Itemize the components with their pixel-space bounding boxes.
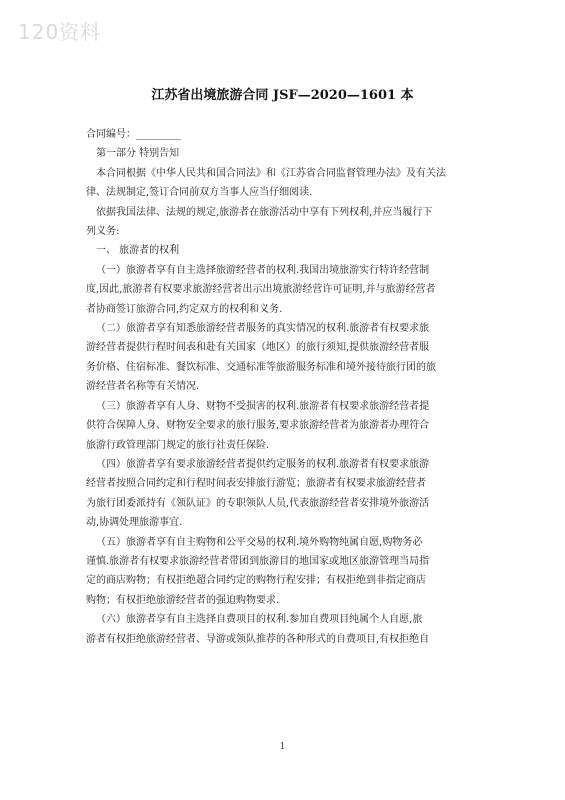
text-line: （六）旅游者享有自主选择自费项目的权利.参加自费项目纯属个人自愿,旅	[96, 614, 423, 626]
text-line: 谨慎.旅游者有权要求旅游经营者带团到旅游目的地国家或地区旅游管理当局指	[86, 555, 430, 567]
text-line: 一、 旅游者的权利	[96, 245, 180, 257]
text-line: （五）旅游者享有自主购物和公平交易的权利.境外购物纯属自愿,购物务必	[96, 536, 423, 548]
document-title: 江苏省出境旅游合同 JSF—2020—1601 本	[151, 88, 414, 103]
text-line: 者协商签订旅游合同,约定双方的权利和义务.	[86, 303, 283, 315]
text-line: （四）旅游者享有要求旅游经营者提供约定服务的权利.旅游者有权要求旅游	[96, 458, 430, 470]
text-line: 经营者按照合同约定和行程时间表安排旅行游览；旅游者有权要求旅游经营者	[86, 478, 426, 490]
text-line: （三）旅游者享有人身、财物不受损害的权利.旅游者有权要求旅游经营者提	[96, 400, 430, 412]
text-line: 游者有权拒绝旅游经营者、导游或领队推荐的各种形式的自费项目,有权拒绝自	[86, 633, 430, 645]
section-heading: 第一部分 特别告知	[96, 148, 180, 160]
paragraph-lines	[86, 164, 488, 649]
text-line: 动,协调处理旅游事宜.	[86, 517, 183, 529]
text-line: 供符合保障人身、财物安全要求的旅行服务,要求旅游经营者为旅游者办理符合	[86, 420, 430, 432]
text-line: 务价格、住宿标准、餐饮标准、交通标准等旅游服务标准和境外接待旅行团的旅	[86, 361, 436, 373]
watermark-logo: 120资料	[18, 20, 102, 44]
text-line: 游经营者提供行程时间表和赴有关国家（地区）的旅行须知,提供旅游经营者服	[86, 342, 430, 354]
text-line: （二）旅游者享有知悉旅游经营者服务的真实情况的权利.旅游者有权要求旅	[96, 323, 430, 335]
text-line: 为旅行团委派持有《领队证》的专职领队人员,代表旅游经营者安排境外旅游活	[86, 497, 430, 509]
text-line: 本合同根据《中华人民共和国合同法》和《江苏省合同监督管理办法》及有关法	[96, 167, 446, 179]
text-line: 游经营者名称等有关情况.	[86, 381, 200, 393]
page-number: 1	[279, 742, 286, 752]
text-line: 度,因此,旅游者有权要求旅游经营者出示出境旅游经营许可证明,并与旅游经营者	[86, 284, 436, 296]
text-line: 依据我国法律、法规的规定,旅游者在旅游活动中享有下列权利,并应当履行下	[96, 206, 433, 218]
text-line: 列义务:	[86, 226, 120, 238]
contract-number-line: 合同编号：_________	[86, 129, 181, 140]
text-line: 定的商店购物；有权拒绝超合同约定的购物行程安排；有权拒绝到非指定商店	[86, 575, 426, 587]
text-line: （一）旅游者享有自主选择旅游经营者的权利.我国出境旅游实行特许经营制	[96, 264, 430, 276]
text-line: 旅游行政管理部门规定的旅行社责任保险.	[86, 439, 270, 451]
text-line: 律、法规制定,签订合同前双方当事人应当仔细阅读.	[86, 187, 313, 199]
document-body	[86, 125, 488, 649]
text-line: 购物；有权拒绝旅游经营者的强迫购物要求.	[86, 594, 280, 606]
